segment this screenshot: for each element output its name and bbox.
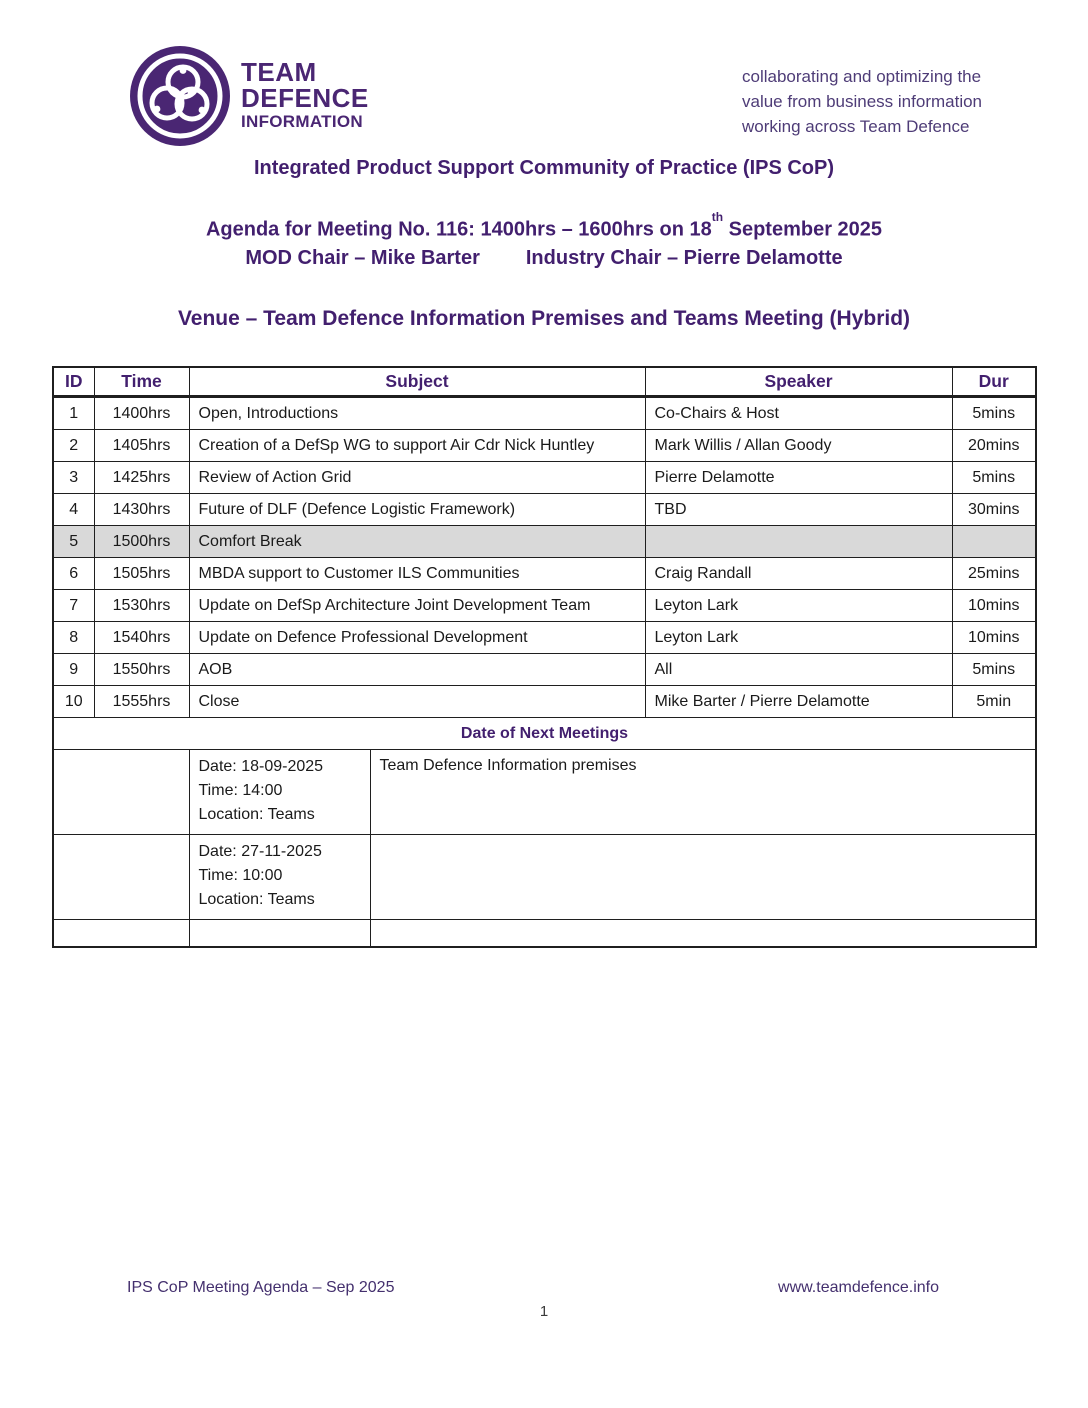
agenda-table	[52, 366, 1037, 948]
wordmark-team: TEAM	[241, 57, 317, 87]
cell-speaker: Craig Randall	[645, 558, 952, 590]
cell-id: 8	[53, 622, 94, 654]
footer-document-name: IPS CoP Meeting Agenda – Sep 2025	[127, 1279, 395, 1296]
cell-speaker: Leyton Lark	[645, 590, 952, 622]
cell-time: 1500hrs	[94, 526, 189, 558]
cell-subject: Review of Action Grid	[189, 462, 645, 494]
cell-blank	[53, 835, 189, 920]
cell-dur: 20mins	[952, 430, 1036, 462]
agenda-meeting-line	[0, 210, 1088, 242]
column-header-id: ID	[53, 367, 94, 397]
brand-wordmark	[241, 44, 369, 132]
cell-speaker: Mike Barter / Pierre Delamotte	[645, 686, 952, 718]
cell-meeting-note	[370, 835, 1036, 920]
cell-subject: Update on DefSp Architecture Joint Development Team	[189, 590, 645, 622]
agenda-row	[53, 462, 1036, 494]
cell-id: 7	[53, 590, 94, 622]
cell-blank	[53, 750, 189, 835]
agenda-row	[53, 654, 1036, 686]
agenda-row	[53, 622, 1036, 654]
cell-speaker: All	[645, 654, 952, 686]
column-header-subject: Subject	[189, 367, 645, 397]
meeting-detail-line: Time: 10:00	[198, 867, 283, 884]
cell-time: 1550hrs	[94, 654, 189, 686]
team-defence-logo-icon	[128, 44, 232, 148]
cell-meeting-note	[370, 920, 1036, 947]
column-header-dur: Dur	[952, 367, 1036, 397]
cell-id: 6	[53, 558, 94, 590]
cell-dur: 10mins	[952, 622, 1036, 654]
cell-dur: 5mins	[952, 397, 1036, 430]
cell-speaker: Mark Willis / Allan Goody	[645, 430, 952, 462]
venue-line: Venue – Team Defence Information Premises and Teams Meeting (Hybrid)	[177, 307, 911, 330]
wordmark-defence: DEFENCE	[241, 83, 369, 113]
cell-time: 1425hrs	[94, 462, 189, 494]
next-meetings-title-row	[53, 718, 1036, 750]
cell-time: 1540hrs	[94, 622, 189, 654]
meeting-detail-line: Date: 27-11-2025	[198, 843, 322, 860]
next-meeting-row	[53, 920, 1036, 947]
cell-meeting-details	[189, 750, 370, 835]
cell-subject: Open, Introductions	[189, 397, 645, 430]
agenda-row	[53, 397, 1036, 430]
cell-time: 1405hrs	[94, 430, 189, 462]
agenda-row	[53, 430, 1036, 462]
cell-subject: Creation of a DefSp WG to support Air Cdr Nick Huntley	[189, 430, 645, 462]
cell-id: 5	[53, 526, 94, 558]
cell-dur: 25mins	[952, 558, 1036, 590]
brand-tagline	[742, 64, 982, 139]
agenda-meeting-text: Agenda for Meeting No. 116: 1400hrs – 1600hrs on 18	[205, 218, 712, 241]
cell-id: 3	[53, 462, 94, 494]
cell-subject: AOB	[189, 654, 645, 686]
cell-speaker: Leyton Lark	[645, 622, 952, 654]
chairs-line	[0, 247, 1088, 270]
cell-speaker	[645, 526, 952, 558]
cell-speaker: Co-Chairs & Host	[645, 397, 952, 430]
column-header-time: Time	[94, 367, 189, 397]
industry-chair: Industry Chair – Pierre Delamotte	[525, 247, 843, 269]
agenda-header-row	[53, 367, 1036, 397]
cell-blank	[53, 920, 189, 947]
wordmark-information: INFORMATION	[241, 112, 363, 131]
cell-meeting-details	[189, 835, 370, 920]
agenda-row	[53, 494, 1036, 526]
cell-subject: Comfort Break	[189, 526, 645, 558]
cell-meeting-details	[189, 920, 370, 947]
cell-speaker: TBD	[645, 494, 952, 526]
meeting-detail-line: Location: Teams	[198, 806, 315, 823]
cell-id: 1	[53, 397, 94, 430]
cell-subject: Update on Defence Professional Development	[189, 622, 645, 654]
agenda-body	[53, 397, 1036, 718]
page-number: 1	[539, 1303, 549, 1320]
cell-time: 1400hrs	[94, 397, 189, 430]
cell-id: 10	[53, 686, 94, 718]
cell-subject: Future of DLF (Defence Logistic Framework)	[189, 494, 645, 526]
meeting-detail-line: Time: 14:00	[198, 782, 283, 799]
cell-time: 1505hrs	[94, 558, 189, 590]
cell-subject: Close	[189, 686, 645, 718]
cell-dur	[952, 526, 1036, 558]
tagline-line: collaborating and optimizing the	[742, 67, 982, 86]
cell-meeting-note: Team Defence Information premises	[370, 750, 1036, 835]
mod-chair: MOD Chair – Mike Barter	[245, 247, 480, 269]
next-meetings-body	[53, 750, 1036, 947]
tagline-line: value from business information	[742, 92, 983, 111]
meeting-detail-line: Location: Teams	[198, 891, 315, 908]
cell-subject: MBDA support to Customer ILS Communities	[189, 558, 645, 590]
cell-speaker: Pierre Delamotte	[645, 462, 952, 494]
cell-id: 2	[53, 430, 94, 462]
cell-id: 4	[53, 494, 94, 526]
brand-header	[128, 44, 369, 148]
agenda-row	[53, 526, 1036, 558]
document-title: Integrated Product Support Community of Practice (IPS CoP)	[253, 157, 835, 179]
cell-dur: 30mins	[952, 494, 1036, 526]
ordinal-suffix: th	[711, 210, 724, 224]
column-header-speaker: Speaker	[645, 367, 952, 397]
tagline-line: working across Team Defence	[742, 117, 970, 136]
next-meeting-row	[53, 750, 1036, 835]
meeting-detail-line: Date: 18-09-2025	[198, 758, 324, 775]
cell-dur: 5mins	[952, 654, 1036, 686]
cell-time: 1430hrs	[94, 494, 189, 526]
cell-dur: 10mins	[952, 590, 1036, 622]
footer-website-link: www.teamdefence.info	[778, 1279, 939, 1296]
agenda-row	[53, 558, 1036, 590]
agenda-row	[53, 686, 1036, 718]
cell-time: 1530hrs	[94, 590, 189, 622]
next-meeting-row	[53, 835, 1036, 920]
agenda-row	[53, 590, 1036, 622]
cell-id: 9	[53, 654, 94, 686]
cell-time: 1555hrs	[94, 686, 189, 718]
cell-dur: 5mins	[952, 462, 1036, 494]
next-meetings-title: Date of Next Meetings	[53, 718, 1036, 750]
cell-dur: 5min	[952, 686, 1036, 718]
agenda-meeting-date: September 2025	[723, 218, 883, 241]
